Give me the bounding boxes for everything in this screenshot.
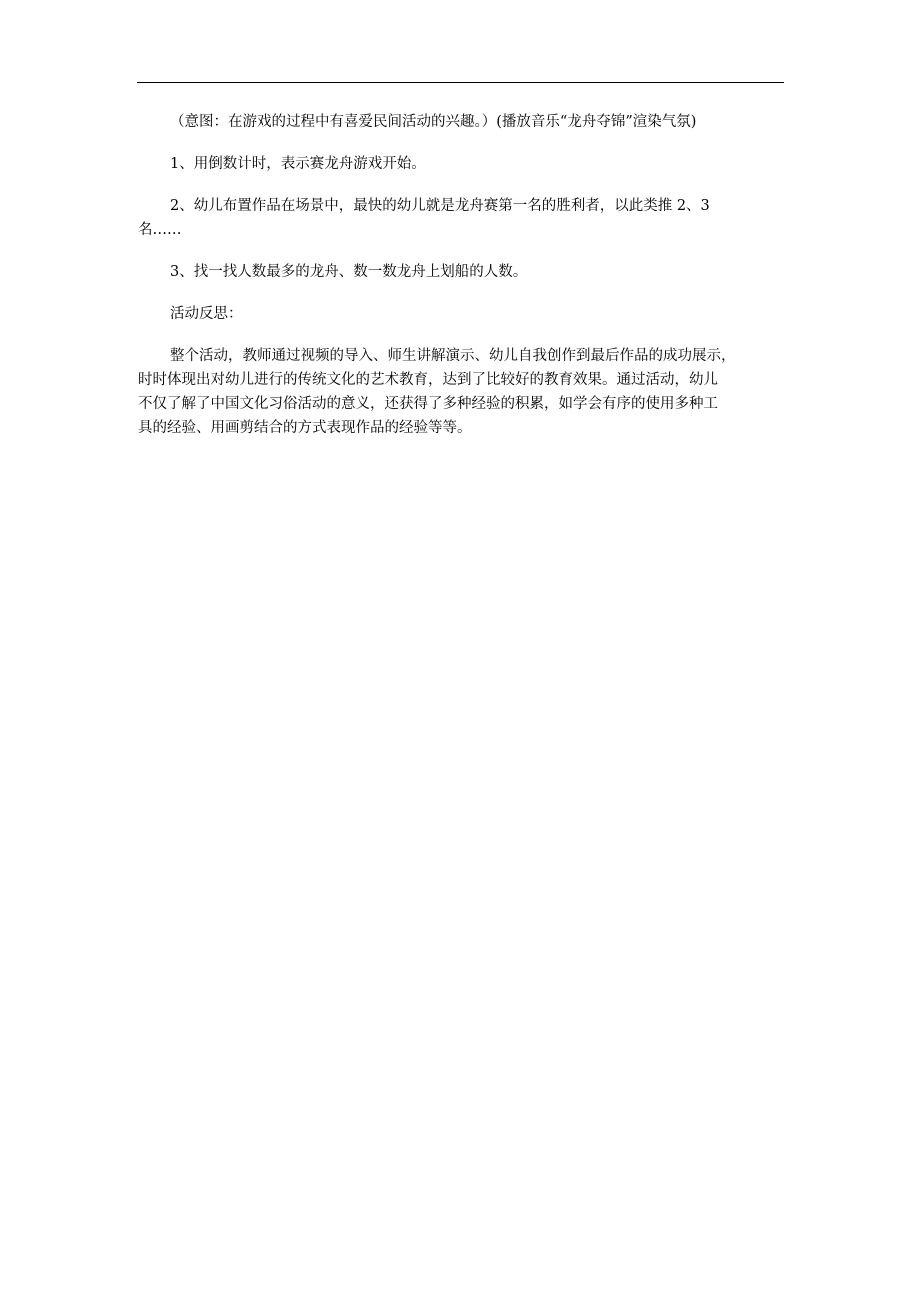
text-line: 不仅了解了中国文化习俗活动的意义，还获得了多种经验的积累，如学会有序的使用多种工 [138, 396, 718, 412]
text-line: 整个活动，教师通过视频的导入、师生讲解演示、幼儿自我创作到最后作品的成功展示， [170, 348, 736, 364]
text-line: （意图：在游戏的过程中有喜爱民间活动的兴趣。）(播放音乐“龙舟夺锦”渲染气氛) [170, 114, 697, 130]
section-heading-reflection [138, 302, 784, 326]
paragraph-step-1 [138, 152, 784, 176]
text-line: 1、用倒数计时，表示赛龙舟游戏开始。 [170, 156, 426, 172]
text-line: 时时体现出对幼儿进行的传统文化的艺术教育，达到了比较好的教育效果。通过活动，幼儿 [138, 372, 718, 388]
text-line: 名…… [138, 222, 182, 238]
document-body [138, 110, 784, 458]
text-line: 2、幼儿布置作品在场景中，最快的幼儿就是龙舟赛第一名的胜利者，以此类推 2、3 [170, 198, 710, 214]
header-rule [137, 82, 784, 83]
paragraph-reflection [138, 344, 784, 440]
text-line: 3、找一找人数最多的龙舟、数一数龙舟上划船的人数。 [170, 264, 528, 280]
paragraph-step-3 [138, 260, 784, 284]
paragraph-step-2 [138, 194, 784, 242]
text-line: 活动反思： [170, 306, 243, 322]
paragraph-intent [138, 110, 784, 134]
text-line: 具的经验、用画剪结合的方式表现作品的经验等等。 [138, 420, 472, 436]
